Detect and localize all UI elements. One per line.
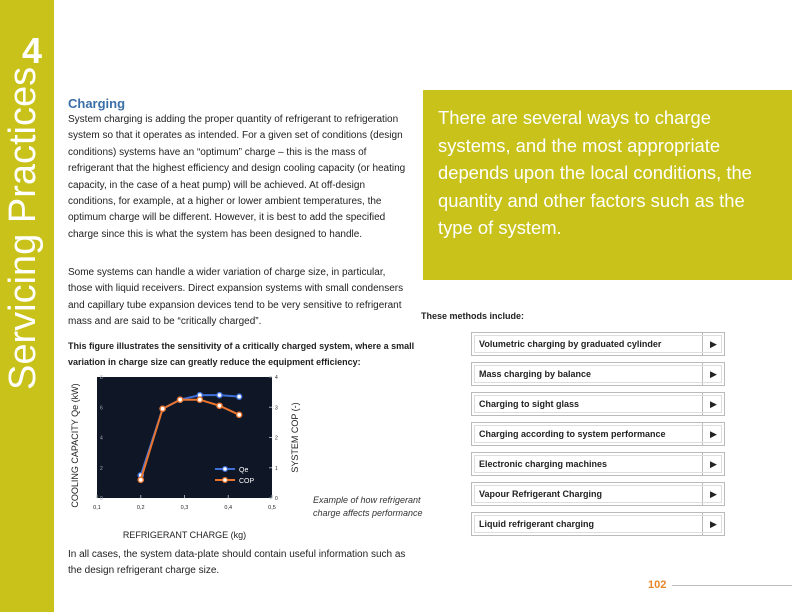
method-mass-charging[interactable] bbox=[471, 362, 725, 386]
y-tick-label: 6 bbox=[100, 405, 103, 412]
arrow-right-icon: ▶ bbox=[702, 423, 724, 445]
method-sight-glass[interactable] bbox=[471, 392, 725, 416]
y2-tick-label: 2 bbox=[275, 435, 278, 442]
method-system-performance[interactable] bbox=[471, 422, 725, 446]
data-point-qe bbox=[237, 394, 242, 399]
method-volumetric-charging[interactable] bbox=[471, 332, 725, 356]
data-point-cop bbox=[138, 477, 143, 482]
y-axis-label: COOLING CAPACITY Qe (kW) bbox=[70, 383, 80, 508]
legend-label-cop: COP bbox=[239, 478, 255, 485]
arrow-right-icon: ▶ bbox=[702, 513, 724, 535]
arrow-right-icon: ▶ bbox=[702, 453, 724, 475]
method-vapour-charging[interactable] bbox=[471, 482, 725, 506]
data-point-cop bbox=[160, 406, 165, 411]
paragraph-3: In all cases, the system data-plate should contain useful information such as the design refrigerant charge size. bbox=[68, 549, 406, 577]
x-tick-label: 0,3 bbox=[180, 505, 189, 511]
y2-tick-label: 3 bbox=[275, 405, 278, 412]
x-tick-label: 0,5 bbox=[268, 505, 276, 511]
figure-caption: This figure illustrates the sensitivity of a critically charged system, where a small variation in charge size can greatly reduce the equipment efficiency: bbox=[68, 341, 415, 367]
method-label: Charging according to system performance bbox=[479, 429, 666, 439]
y2-tick-label: 4 bbox=[275, 375, 278, 381]
callout-box bbox=[423, 90, 792, 280]
data-point-cop bbox=[197, 397, 202, 402]
y-tick-label: 2 bbox=[100, 465, 103, 472]
paragraph-1: System charging is adding the proper quantity of refrigerant to refrigeration system so that it operates as intended. For a given set of conditions (design conditions) systems have an “optimum” charge – this is the mass of refrigerant that the highest efficiency and design cooling capacity (or heating capacity, in the case of a heat pump) will be achieved. At off-design conditions, for example, at a higher or lower ambient temperatures, the optimum charge will be different. However, it is best to add the specified charge since this is what the system has been designed to handle. bbox=[68, 114, 406, 240]
method-label: Liquid refrigerant charging bbox=[479, 519, 595, 529]
method-label: Mass charging by balance bbox=[479, 369, 592, 379]
figure-note: Example of how refrigerant charge affects performance bbox=[313, 495, 423, 518]
method-label: Vapour Refrigerant Charging bbox=[479, 489, 603, 499]
callout-text: There are several ways to charge systems, and the most appropriate depends upon the local conditions, the quantity and other factors such as the type of system. bbox=[438, 107, 752, 238]
method-electronic-machines[interactable] bbox=[471, 452, 725, 476]
arrow-right-icon: ▶ bbox=[702, 363, 724, 385]
legend-marker-cop bbox=[223, 478, 228, 483]
method-label: Electronic charging machines bbox=[479, 459, 608, 469]
y-tick-label: 8 bbox=[100, 375, 103, 381]
y2-tick-label: 1 bbox=[275, 465, 278, 472]
y2-tick-label: 0 bbox=[275, 496, 278, 502]
x-axis-label: REFRIGERANT CHARGE (kg) bbox=[122, 530, 247, 540]
legend-marker-qe bbox=[223, 467, 228, 472]
data-point-cop bbox=[178, 397, 183, 402]
x-tick-label: 0,2 bbox=[136, 505, 145, 511]
data-point-cop bbox=[237, 412, 242, 417]
arrow-right-icon: ▶ bbox=[702, 333, 724, 355]
y2-axis-label: SYSTEM COP (-) bbox=[290, 402, 300, 473]
method-liquid-charging[interactable] bbox=[471, 512, 725, 536]
page-rule bbox=[672, 585, 792, 586]
chapter-sidebar bbox=[0, 0, 54, 612]
data-point-qe bbox=[217, 393, 222, 398]
performance-chart bbox=[60, 368, 310, 543]
legend-label-qe: Qe bbox=[239, 467, 249, 474]
arrow-right-icon: ▶ bbox=[702, 393, 724, 415]
chapter-number: 4 bbox=[22, 30, 43, 71]
y-tick-label: 0 bbox=[100, 496, 103, 502]
method-label: Charging to sight glass bbox=[479, 399, 580, 409]
data-point-cop bbox=[217, 403, 222, 408]
chapter-title: Servicing Practices bbox=[2, 66, 44, 390]
page-number: 102 bbox=[648, 579, 667, 591]
y-tick-label: 4 bbox=[100, 435, 103, 442]
section-heading: Charging bbox=[68, 96, 126, 111]
paragraph-2: Some systems can handle a wider variation of charge size, in particular, those with liquid receivers. Direct expansion systems with small condensers and capillary tube expansion devices tend to be very sensitive to refrigerant mass and are said to be “critically charged”. bbox=[68, 267, 404, 328]
method-label: Volumetric charging by graduated cylinder bbox=[479, 339, 662, 349]
x-tick-label: 0,4 bbox=[224, 505, 233, 511]
arrow-right-icon: ▶ bbox=[702, 483, 724, 505]
methods-label: These methods include: bbox=[421, 311, 525, 321]
x-tick-label: 0,1 bbox=[93, 505, 101, 511]
